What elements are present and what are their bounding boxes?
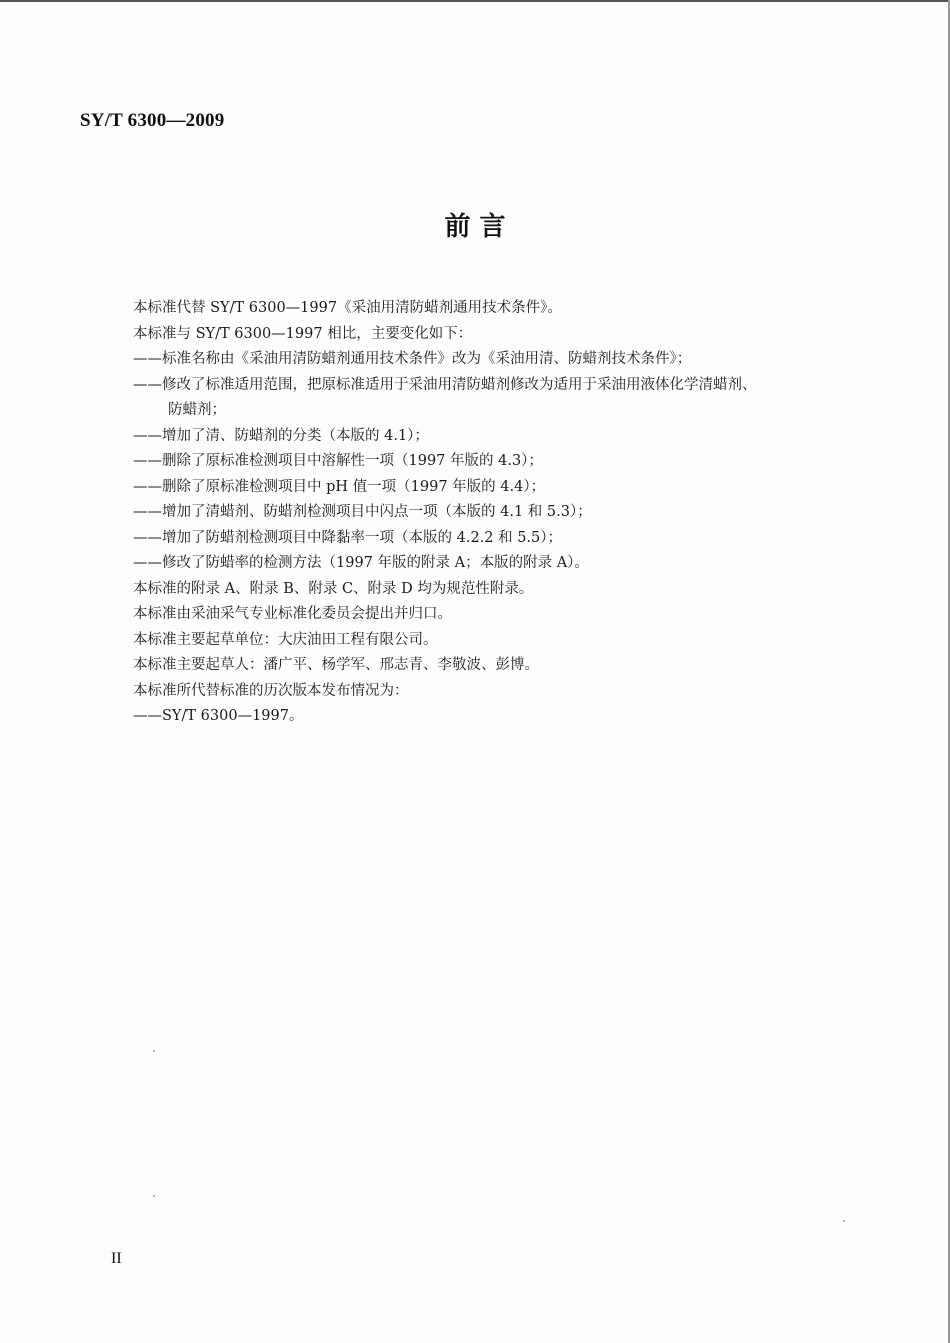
paragraph-line: 本标准所代替标准的历次版本发布情况为： [133, 682, 409, 699]
paragraph-line: 本标准主要起草单位：大庆油田工程有限公司。 [133, 631, 438, 648]
list-item: ——修改了防蜡率的检测方法（1997 年版的附录 A；本版的附录 A）。 [133, 555, 589, 571]
scan-speck [153, 1195, 155, 1197]
paragraph-line: 本标准的附录 A、附录 B、附录 C、附录 D 均为规范性附录。 [133, 580, 534, 597]
list-item: ——增加了清、防蜡剂的分类（本版的 4.1）； [133, 427, 429, 444]
list-item: ——修改了标准适用范围，把原标准适用于采油用清防蜡剂修改为适用于采油用液体化学清蜡剂、 [133, 376, 757, 393]
list-item: ——删除了原标准检测项目中溶解性一项（1997 年版的 4.3）； [133, 453, 543, 469]
paragraph-line: 本标准代替 SY/T 6300—1997《采油用清防蜡剂通用技术条件》。 [133, 300, 562, 316]
list-item: ——增加了清蜡剂、防蜡剂检测项目中闪点一项（本版的 4.1 和 5.3）； [133, 504, 592, 520]
scan-speck [843, 1220, 845, 1222]
list-item: ——SY/T 6300—1997。 [133, 708, 304, 724]
top-border [0, 0, 950, 2]
list-item: ——增加了防蜡剂检测项目中降黏率一项（本版的 4.2.2 和 5.5）； [133, 529, 563, 546]
page-number: II [111, 1250, 122, 1267]
paragraph-line: 本标准与 SY/T 6300—1997 相比，主要变化如下： [133, 325, 473, 342]
list-item-continuation: 防蜡剂； [168, 402, 226, 418]
scan-speck [153, 1050, 155, 1052]
foreword-body [110, 296, 870, 730]
paragraph-line: 本标准由采油采气专业标准化委员会提出并归口。 [133, 606, 452, 622]
standard-code: SY/T 6300—2009 [80, 110, 225, 131]
paragraph-line: 本标准主要起草人：潘广平、杨学军、邢志青、李敬波、彭博。 [133, 657, 539, 673]
list-item: ——删除了原标准检测项目中 pH 值一项（1997 年版的 4.4）； [133, 478, 546, 495]
list-item: ——标准名称由《采油用清防蜡剂通用技术条件》改为《采油用清、防蜡剂技术条件》； [133, 351, 692, 367]
section-title: 前 言 [444, 212, 506, 242]
